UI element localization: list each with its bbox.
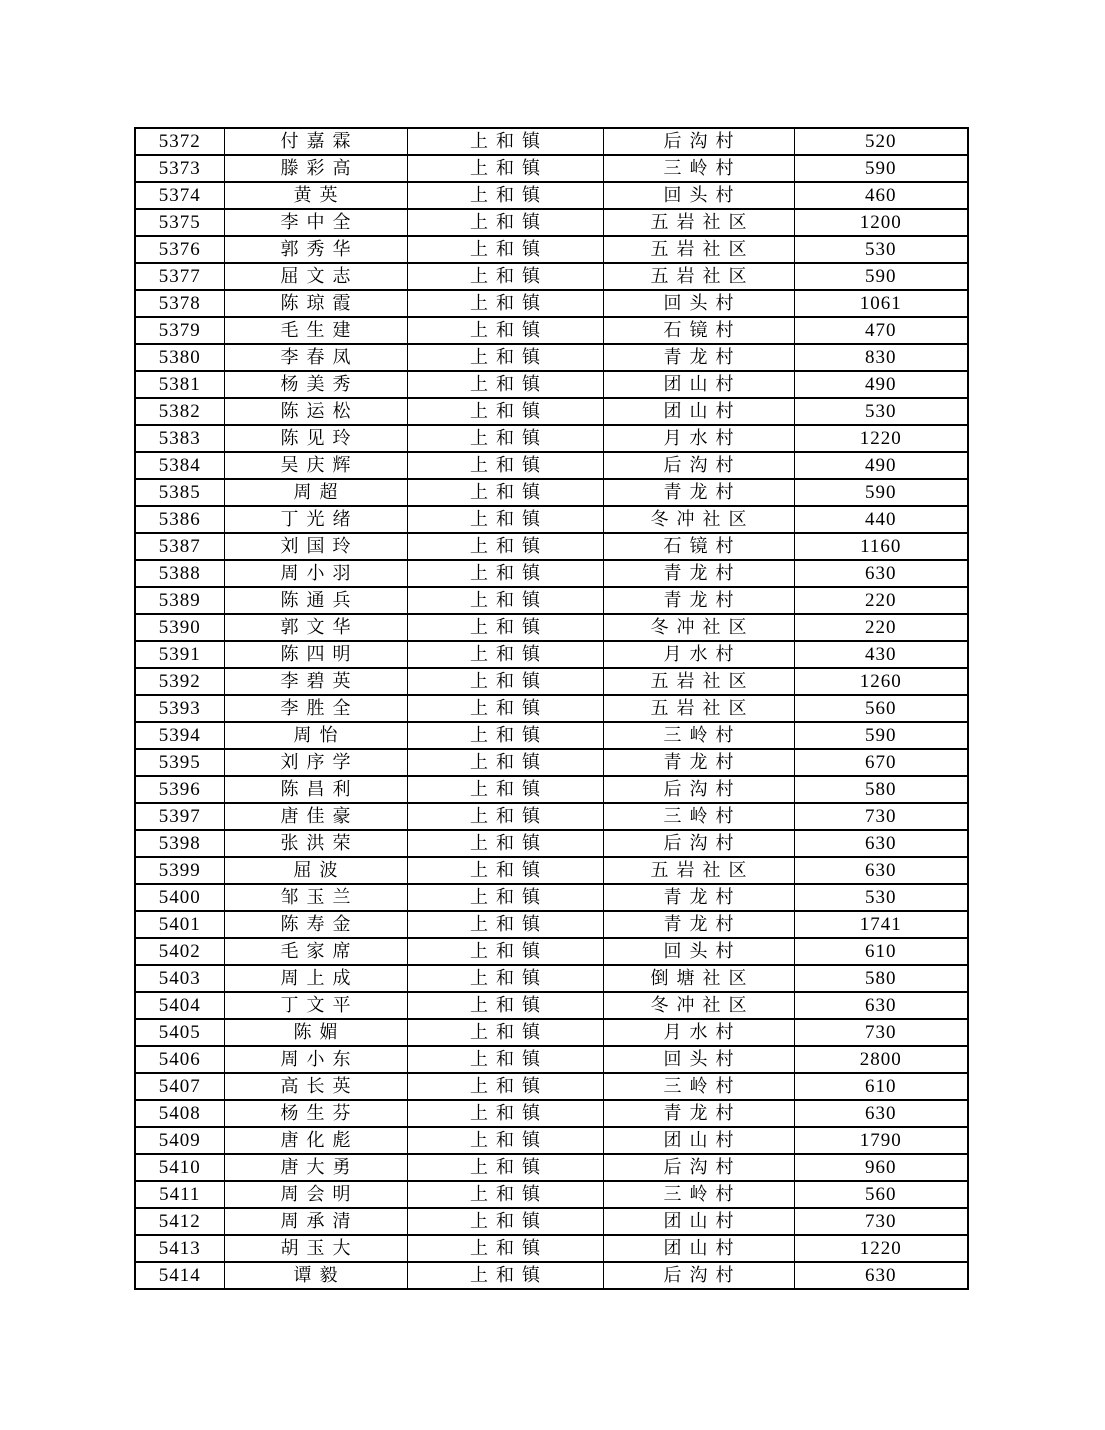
cell-name: 邹玉兰 (224, 884, 407, 911)
cell-name: 李中全 (224, 209, 407, 236)
table-row (135, 1100, 968, 1127)
cell-village: 月水村 (603, 425, 794, 452)
cell-town: 上和镇 (407, 263, 603, 290)
cell-amount: 590 (794, 722, 968, 749)
cell-name: 周小羽 (224, 560, 407, 587)
cell-serial: 5392 (135, 668, 224, 695)
cell-town: 上和镇 (407, 452, 603, 479)
cell-name: 杨美秀 (224, 371, 407, 398)
cell-village: 三岭村 (603, 155, 794, 182)
cell-amount: 490 (794, 452, 968, 479)
cell-amount: 1790 (794, 1127, 968, 1154)
cell-town: 上和镇 (407, 533, 603, 560)
cell-village: 五岩社区 (603, 695, 794, 722)
cell-town: 上和镇 (407, 1181, 603, 1208)
cell-amount: 630 (794, 1262, 968, 1289)
cell-name: 屈文志 (224, 263, 407, 290)
cell-serial: 5402 (135, 938, 224, 965)
cell-amount: 630 (794, 830, 968, 857)
cell-amount: 220 (794, 614, 968, 641)
cell-town: 上和镇 (407, 587, 603, 614)
cell-village: 三岭村 (603, 803, 794, 830)
cell-amount: 590 (794, 479, 968, 506)
cell-name: 高长英 (224, 1073, 407, 1100)
cell-serial: 5412 (135, 1208, 224, 1235)
cell-town: 上和镇 (407, 182, 603, 209)
table-row (135, 1154, 968, 1181)
cell-serial: 5410 (135, 1154, 224, 1181)
cell-amount: 730 (794, 1208, 968, 1235)
cell-serial: 5405 (135, 1019, 224, 1046)
cell-serial: 5384 (135, 452, 224, 479)
cell-serial: 5395 (135, 749, 224, 776)
cell-village: 回头村 (603, 290, 794, 317)
table-row (135, 1127, 968, 1154)
cell-town: 上和镇 (407, 155, 603, 182)
cell-name: 李碧英 (224, 668, 407, 695)
table-row (135, 479, 968, 506)
cell-serial: 5408 (135, 1100, 224, 1127)
cell-amount: 580 (794, 776, 968, 803)
cell-name: 毛生建 (224, 317, 407, 344)
table-row (135, 641, 968, 668)
cell-village: 五岩社区 (603, 857, 794, 884)
cell-amount: 630 (794, 1100, 968, 1127)
cell-town: 上和镇 (407, 371, 603, 398)
cell-town: 上和镇 (407, 938, 603, 965)
cell-serial: 5414 (135, 1262, 224, 1289)
cell-amount: 580 (794, 965, 968, 992)
cell-village: 青龙村 (603, 911, 794, 938)
table-row (135, 1046, 968, 1073)
cell-village: 三岭村 (603, 1181, 794, 1208)
cell-amount: 530 (794, 236, 968, 263)
cell-town: 上和镇 (407, 911, 603, 938)
cell-amount: 430 (794, 641, 968, 668)
cell-town: 上和镇 (407, 776, 603, 803)
cell-name: 胡玉大 (224, 1235, 407, 1262)
cell-town: 上和镇 (407, 344, 603, 371)
cell-village: 回头村 (603, 1046, 794, 1073)
cell-name: 滕彩高 (224, 155, 407, 182)
cell-name: 谭毅 (224, 1262, 407, 1289)
cell-serial: 5378 (135, 290, 224, 317)
table-row (135, 776, 968, 803)
cell-amount: 610 (794, 938, 968, 965)
cell-serial: 5383 (135, 425, 224, 452)
cell-town: 上和镇 (407, 1046, 603, 1073)
cell-amount: 220 (794, 587, 968, 614)
cell-name: 付嘉霖 (224, 128, 407, 155)
table-row (135, 965, 968, 992)
cell-village: 五岩社区 (603, 236, 794, 263)
cell-name: 陈见玲 (224, 425, 407, 452)
cell-village: 三岭村 (603, 722, 794, 749)
cell-serial: 5398 (135, 830, 224, 857)
cell-serial: 5385 (135, 479, 224, 506)
cell-amount: 1741 (794, 911, 968, 938)
cell-amount: 630 (794, 560, 968, 587)
table-row (135, 182, 968, 209)
table-row (135, 722, 968, 749)
cell-name: 陈四明 (224, 641, 407, 668)
cell-serial: 5411 (135, 1181, 224, 1208)
cell-name: 吴庆辉 (224, 452, 407, 479)
cell-village: 五岩社区 (603, 668, 794, 695)
cell-serial: 5372 (135, 128, 224, 155)
cell-serial: 5377 (135, 263, 224, 290)
cell-amount: 520 (794, 128, 968, 155)
cell-name: 李春凤 (224, 344, 407, 371)
cell-amount: 630 (794, 857, 968, 884)
cell-town: 上和镇 (407, 236, 603, 263)
table-row (135, 749, 968, 776)
cell-amount: 590 (794, 155, 968, 182)
cell-town: 上和镇 (407, 1100, 603, 1127)
cell-village: 倒塘社区 (603, 965, 794, 992)
cell-name: 屈波 (224, 857, 407, 884)
cell-amount: 530 (794, 398, 968, 425)
cell-name: 陈昌利 (224, 776, 407, 803)
cell-amount: 630 (794, 992, 968, 1019)
table-row (135, 506, 968, 533)
cell-serial: 5407 (135, 1073, 224, 1100)
cell-serial: 5387 (135, 533, 224, 560)
table-row (135, 452, 968, 479)
cell-amount: 830 (794, 344, 968, 371)
cell-serial: 5399 (135, 857, 224, 884)
cell-village: 青龙村 (603, 587, 794, 614)
table-row (135, 1262, 968, 1289)
cell-village: 团山村 (603, 1208, 794, 1235)
cell-name: 周上成 (224, 965, 407, 992)
cell-serial: 5386 (135, 506, 224, 533)
table-row (135, 911, 968, 938)
cell-town: 上和镇 (407, 317, 603, 344)
cell-name: 刘国玲 (224, 533, 407, 560)
cell-town: 上和镇 (407, 857, 603, 884)
cell-village: 团山村 (603, 1235, 794, 1262)
cell-serial: 5401 (135, 911, 224, 938)
table-row (135, 344, 968, 371)
cell-amount: 560 (794, 1181, 968, 1208)
table-row (135, 803, 968, 830)
cell-village: 冬冲社区 (603, 992, 794, 1019)
cell-serial: 5374 (135, 182, 224, 209)
cell-name: 唐化彪 (224, 1127, 407, 1154)
cell-amount: 960 (794, 1154, 968, 1181)
cell-name: 陈寿金 (224, 911, 407, 938)
cell-village: 石镜村 (603, 533, 794, 560)
cell-village: 青龙村 (603, 884, 794, 911)
cell-village: 团山村 (603, 371, 794, 398)
cell-village: 团山村 (603, 1127, 794, 1154)
cell-name: 陈琼霞 (224, 290, 407, 317)
cell-village: 回头村 (603, 938, 794, 965)
cell-town: 上和镇 (407, 965, 603, 992)
table-row (135, 695, 968, 722)
cell-town: 上和镇 (407, 398, 603, 425)
cell-name: 陈媚 (224, 1019, 407, 1046)
cell-village: 冬冲社区 (603, 506, 794, 533)
cell-village: 青龙村 (603, 344, 794, 371)
cell-town: 上和镇 (407, 1019, 603, 1046)
table-row (135, 128, 968, 155)
cell-serial: 5379 (135, 317, 224, 344)
cell-town: 上和镇 (407, 992, 603, 1019)
cell-amount: 730 (794, 803, 968, 830)
cell-amount: 470 (794, 317, 968, 344)
cell-town: 上和镇 (407, 209, 603, 236)
cell-serial: 5413 (135, 1235, 224, 1262)
cell-village: 团山村 (603, 398, 794, 425)
cell-amount: 440 (794, 506, 968, 533)
cell-village: 后沟村 (603, 452, 794, 479)
cell-village: 月水村 (603, 641, 794, 668)
cell-amount: 610 (794, 1073, 968, 1100)
cell-town: 上和镇 (407, 479, 603, 506)
cell-town: 上和镇 (407, 749, 603, 776)
table-row (135, 614, 968, 641)
cell-town: 上和镇 (407, 884, 603, 911)
cell-serial: 5380 (135, 344, 224, 371)
cell-town: 上和镇 (407, 803, 603, 830)
cell-name: 张洪荣 (224, 830, 407, 857)
cell-village: 月水村 (603, 1019, 794, 1046)
table-row (135, 560, 968, 587)
cell-serial: 5381 (135, 371, 224, 398)
cell-name: 唐佳豪 (224, 803, 407, 830)
table-row (135, 668, 968, 695)
table-row (135, 992, 968, 1019)
table-row (135, 533, 968, 560)
cell-name: 黄英 (224, 182, 407, 209)
roster-table (134, 127, 969, 1290)
cell-name: 毛家席 (224, 938, 407, 965)
cell-amount: 590 (794, 263, 968, 290)
table-row (135, 1235, 968, 1262)
table-row (135, 884, 968, 911)
cell-serial: 5382 (135, 398, 224, 425)
cell-name: 丁文平 (224, 992, 407, 1019)
table-row (135, 317, 968, 344)
cell-town: 上和镇 (407, 1073, 603, 1100)
cell-town: 上和镇 (407, 1208, 603, 1235)
table-row (135, 1181, 968, 1208)
cell-amount: 1220 (794, 1235, 968, 1262)
cell-town: 上和镇 (407, 1127, 603, 1154)
cell-town: 上和镇 (407, 560, 603, 587)
table-row (135, 1019, 968, 1046)
cell-town: 上和镇 (407, 128, 603, 155)
table-row (135, 155, 968, 182)
cell-town: 上和镇 (407, 506, 603, 533)
table-row (135, 938, 968, 965)
cell-serial: 5389 (135, 587, 224, 614)
cell-serial: 5409 (135, 1127, 224, 1154)
cell-village: 三岭村 (603, 1073, 794, 1100)
cell-serial: 5400 (135, 884, 224, 911)
cell-town: 上和镇 (407, 1154, 603, 1181)
cell-village: 五岩社区 (603, 209, 794, 236)
cell-name: 郭文华 (224, 614, 407, 641)
cell-amount: 490 (794, 371, 968, 398)
table-row (135, 398, 968, 425)
cell-serial: 5375 (135, 209, 224, 236)
cell-town: 上和镇 (407, 695, 603, 722)
table-row (135, 425, 968, 452)
cell-serial: 5388 (135, 560, 224, 587)
roster-table-body (135, 128, 968, 1289)
table-row (135, 1073, 968, 1100)
cell-amount: 1061 (794, 290, 968, 317)
cell-village: 石镜村 (603, 317, 794, 344)
table-row (135, 263, 968, 290)
cell-serial: 5403 (135, 965, 224, 992)
table-row (135, 236, 968, 263)
cell-amount: 1260 (794, 668, 968, 695)
cell-name: 李胜全 (224, 695, 407, 722)
cell-amount: 560 (794, 695, 968, 722)
cell-serial: 5406 (135, 1046, 224, 1073)
cell-village: 后沟村 (603, 1262, 794, 1289)
table-row (135, 371, 968, 398)
cell-village: 青龙村 (603, 1100, 794, 1127)
cell-name: 唐大勇 (224, 1154, 407, 1181)
table-row (135, 830, 968, 857)
table-row (135, 857, 968, 884)
cell-serial: 5373 (135, 155, 224, 182)
cell-name: 周怡 (224, 722, 407, 749)
table-row (135, 290, 968, 317)
table-row (135, 1208, 968, 1235)
cell-serial: 5396 (135, 776, 224, 803)
cell-serial: 5390 (135, 614, 224, 641)
cell-town: 上和镇 (407, 722, 603, 749)
cell-town: 上和镇 (407, 641, 603, 668)
cell-serial: 5376 (135, 236, 224, 263)
cell-name: 刘序学 (224, 749, 407, 776)
cell-amount: 1160 (794, 533, 968, 560)
cell-amount: 1200 (794, 209, 968, 236)
cell-name: 郭秀华 (224, 236, 407, 263)
cell-town: 上和镇 (407, 830, 603, 857)
cell-amount: 670 (794, 749, 968, 776)
cell-village: 五岩社区 (603, 263, 794, 290)
cell-amount: 730 (794, 1019, 968, 1046)
table-row (135, 587, 968, 614)
cell-name: 杨生芬 (224, 1100, 407, 1127)
cell-amount: 1220 (794, 425, 968, 452)
cell-village: 回头村 (603, 182, 794, 209)
cell-village: 后沟村 (603, 1154, 794, 1181)
cell-village: 青龙村 (603, 560, 794, 587)
cell-name: 陈通兵 (224, 587, 407, 614)
table-row (135, 209, 968, 236)
cell-village: 后沟村 (603, 776, 794, 803)
cell-name: 陈运松 (224, 398, 407, 425)
cell-amount: 2800 (794, 1046, 968, 1073)
cell-town: 上和镇 (407, 290, 603, 317)
cell-serial: 5391 (135, 641, 224, 668)
cell-town: 上和镇 (407, 1262, 603, 1289)
cell-village: 后沟村 (603, 830, 794, 857)
cell-serial: 5404 (135, 992, 224, 1019)
cell-name: 周会明 (224, 1181, 407, 1208)
cell-village: 后沟村 (603, 128, 794, 155)
cell-serial: 5393 (135, 695, 224, 722)
cell-serial: 5394 (135, 722, 224, 749)
cell-village: 冬冲社区 (603, 614, 794, 641)
cell-town: 上和镇 (407, 614, 603, 641)
cell-town: 上和镇 (407, 1235, 603, 1262)
cell-amount: 460 (794, 182, 968, 209)
cell-name: 丁光绪 (224, 506, 407, 533)
cell-town: 上和镇 (407, 425, 603, 452)
cell-name: 周超 (224, 479, 407, 506)
cell-village: 青龙村 (603, 479, 794, 506)
cell-name: 周小东 (224, 1046, 407, 1073)
cell-serial: 5397 (135, 803, 224, 830)
cell-town: 上和镇 (407, 668, 603, 695)
cell-name: 周承清 (224, 1208, 407, 1235)
cell-amount: 530 (794, 884, 968, 911)
cell-village: 青龙村 (603, 749, 794, 776)
